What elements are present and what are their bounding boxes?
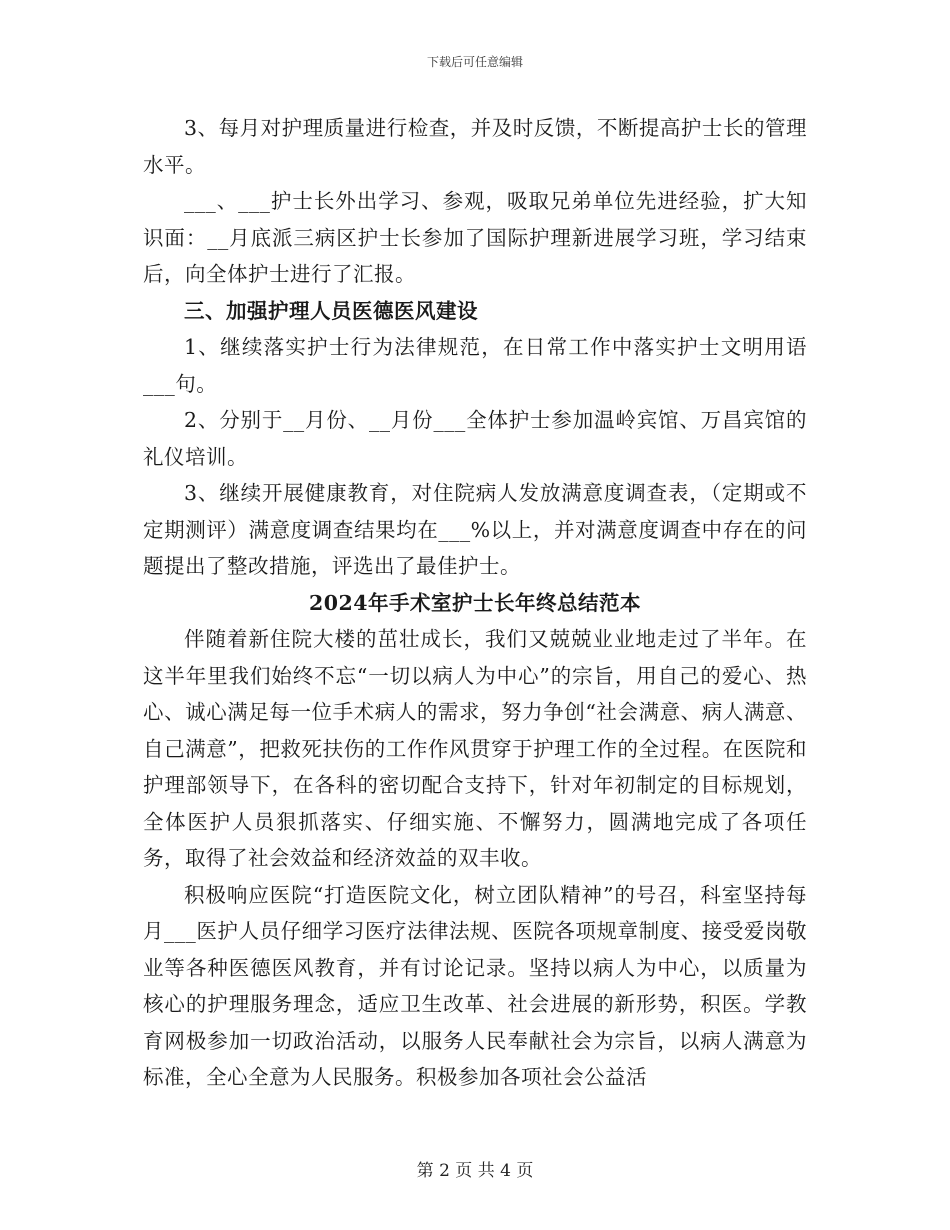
paragraph: 3、继续开展健康教育，对住院病人发放满意度调查表，（定期或不定期测评）满意度调查结果均在___%以上，并对满意度调查中存在的问题提出了整改措施，评选出了最佳护士。 [143,481,807,578]
paragraph: 1、继续落实护士行为法律规范，在日常工作中落实护士文明用语___句。 [143,335,807,396]
page-footer: 第 2 页 共 4 页 [416,1161,534,1181]
paragraph: 3、每月对护理质量进行检查，并及时反馈，不断提高护士长的管理水平。 [143,116,807,177]
section-heading: 三、加强护理人员医德医风建设 [184,298,478,323]
document-title: 2024年手术室护士长年终总结范本 [308,590,642,615]
paragraph: 伴随着新住院大楼的茁壮成长，我们又兢兢业业地走过了半年。在这半年里我们始终不忘“一切以病人为中心”的宗旨，用自己的爱心、热心、诚心满足每一位手术病人的需求，努力争创“社会满意、病人满意、自己满意”，把救死扶伤的工作作风贯穿于护理工作的全过程。在医院和护理部领导下，在各科的密切配合支持下，针对年初制定的目标规划，全体医护人员狠抓落实、仔细实施、不懈努力，圆满地完成了各项任务，取得了社会效益和经济效益的双丰收。 [143,627,807,870]
paragraph: 2、分别于__月份、__月份___全体护士参加温岭宾馆、万昌宾馆的礼仪培训。 [143,408,807,469]
paragraph: ___、___护士长外出学习、参观，吸取兄弟单位先进经验，扩大知识面：__月底派三病区护士长参加了国际护理新进展学习班，学习结束后，向全体护士进行了汇报。 [143,189,807,286]
document-body [143,110,807,1096]
page-header: 下载后可任意编辑 [426,55,523,69]
paragraph: 积极响应医院“打造医院文化，树立团队精神”的号召，科室坚持每月___医护人员仔细学习医疗法律法规、医院各项规章制度、接受爱岗敬业等各种医德医风教育，并有讨论记录。坚持以病人为中心，以质量为核心的护理服务理念，适应卫生改革、社会进展的新形势，积医。学教育网极参加一切政治活动，以服务人民奉献社会为宗旨，以病人满意为标准，全心全意为人民服务。积极参加各项社会公益活 [143,882,807,1089]
